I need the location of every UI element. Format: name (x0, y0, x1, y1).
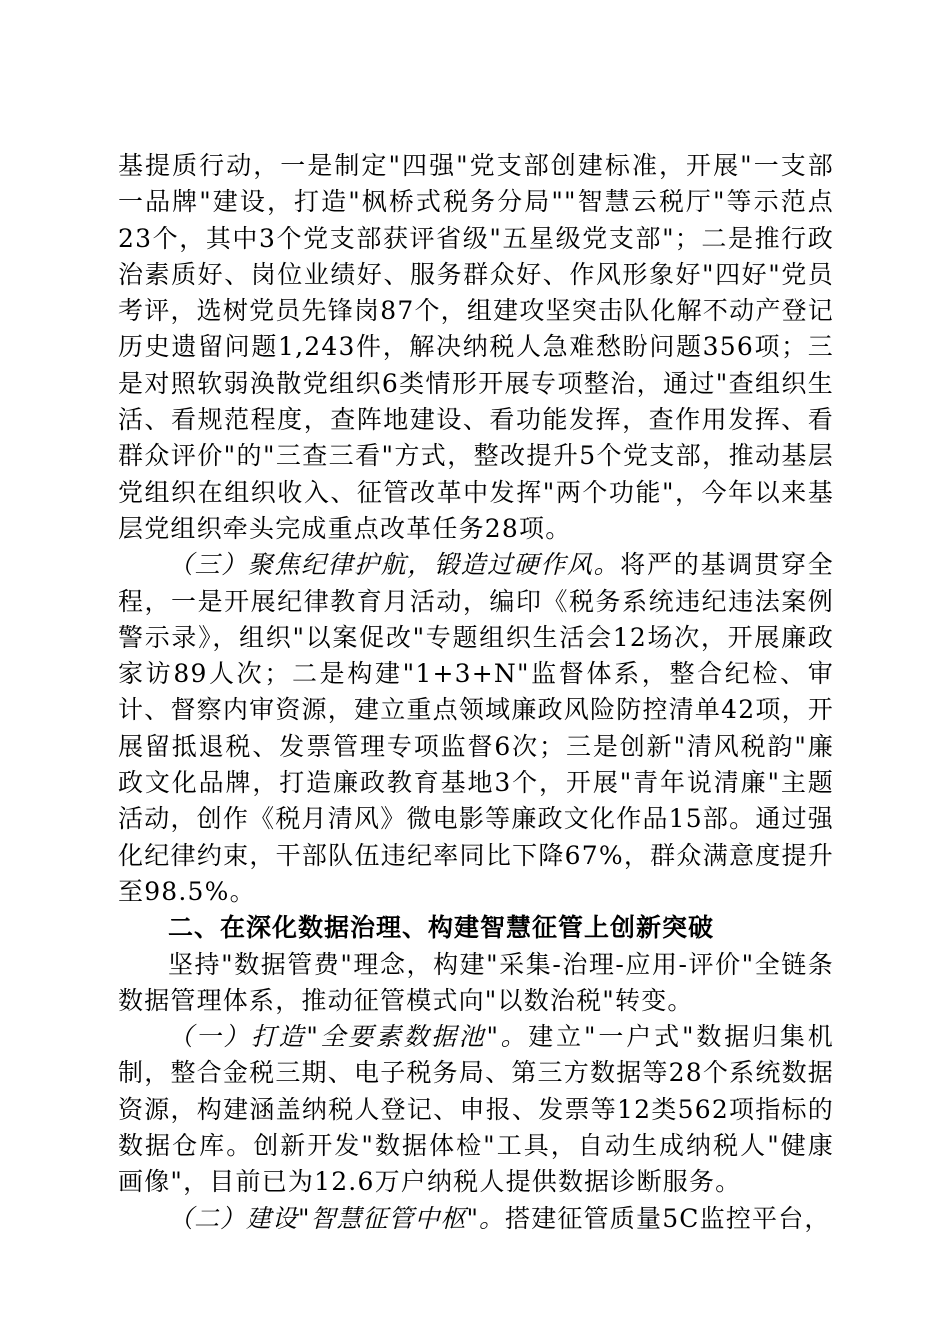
paragraph-data-pool (118, 1019, 834, 1200)
paragraph-data-pool-body: 建立"一户式"数据归集机制，整合金税三期、电子税务局、第三方数据等28个系统数据资源，构建涵盖纳税人登记、申报、发票等12类562项指标的数据仓库。创新开发"数据体检"工具，自动生成纳税人"健康画像"，目前已为12.6万户纳税人提供数据诊断服务。 (118, 1022, 834, 1197)
section-heading-data-governance: 二、在深化数据治理、构建智慧征管上创新突破 (168, 913, 715, 943)
paragraph-discipline-body: 将严的基调贯穿全程，一是开展纪律教育月活动，编印《税务系统违纪违法案例警示录》，组织"以案促改"专题组织生活会12场次，开展廉政家访89人次；二是构建"1+3+N"监督体系，整合纪检、审计、督察内审资源，建立重点领域廉政风险防控清单42项，开展留抵退税、发票管理专项监督6次；三是创新"清风税韵"廉政文化品牌，打造廉政教育基地3个，开展"青年说清廉"主题活动，创作《税月清风》微电影等廉政文化作品15部。通过强化纪律约束，干部队伍违纪率同比下降67%，群众满意度提升至98.5%。 (118, 550, 834, 906)
paragraph-party-building: 基提质行动，一是制定"四强"党支部创建标准，开展"一支部一品牌"建设，打造"枫桥式税务分局""智慧云税厅"等示范点23个，其中3个党支部获评省级"五星级党支部"；二是推行政治素质好、岗位业绩好、服务群众好、作风形象好"四好"党员考评，选树党员先锋岗87个，组建攻坚突击队化解不动产登记历史遗留问题1,243件，解决纳税人急难愁盼问题356项；三是对照软弱涣散党组织6类情形开展专项整治，通过"查组织生活、看规范程度，查阵地建设、看功能发挥，查作用发挥、看群众评价"的"三查三看"方式，整改提升5个党支部，推动基层党组织在组织收入、征管改革中发挥"两个功能"，今年以来基层党组织牵头完成重点改革任务28项。 (118, 151, 834, 543)
paragraph-data-intro: 坚持"数据管费"理念，构建"采集-治理-应用-评价"全链条数据管理体系，推动征管模式向"以数治税"转变。 (118, 949, 834, 1015)
document-page (118, 148, 834, 1237)
subheading-discipline: （三）聚焦纪律护航，锻造过硬作风。 (168, 550, 621, 580)
paragraph-smart-hub-body: 搭建征管质量5C监控平台， (505, 1203, 831, 1233)
paragraph-smart-hub (118, 1201, 834, 1237)
paragraph-discipline (118, 547, 834, 910)
subheading-data-pool: （一）打造"全要素数据池"。 (168, 1022, 529, 1052)
subheading-smart-hub: （二）建设"智慧征管中枢"。 (168, 1203, 505, 1233)
